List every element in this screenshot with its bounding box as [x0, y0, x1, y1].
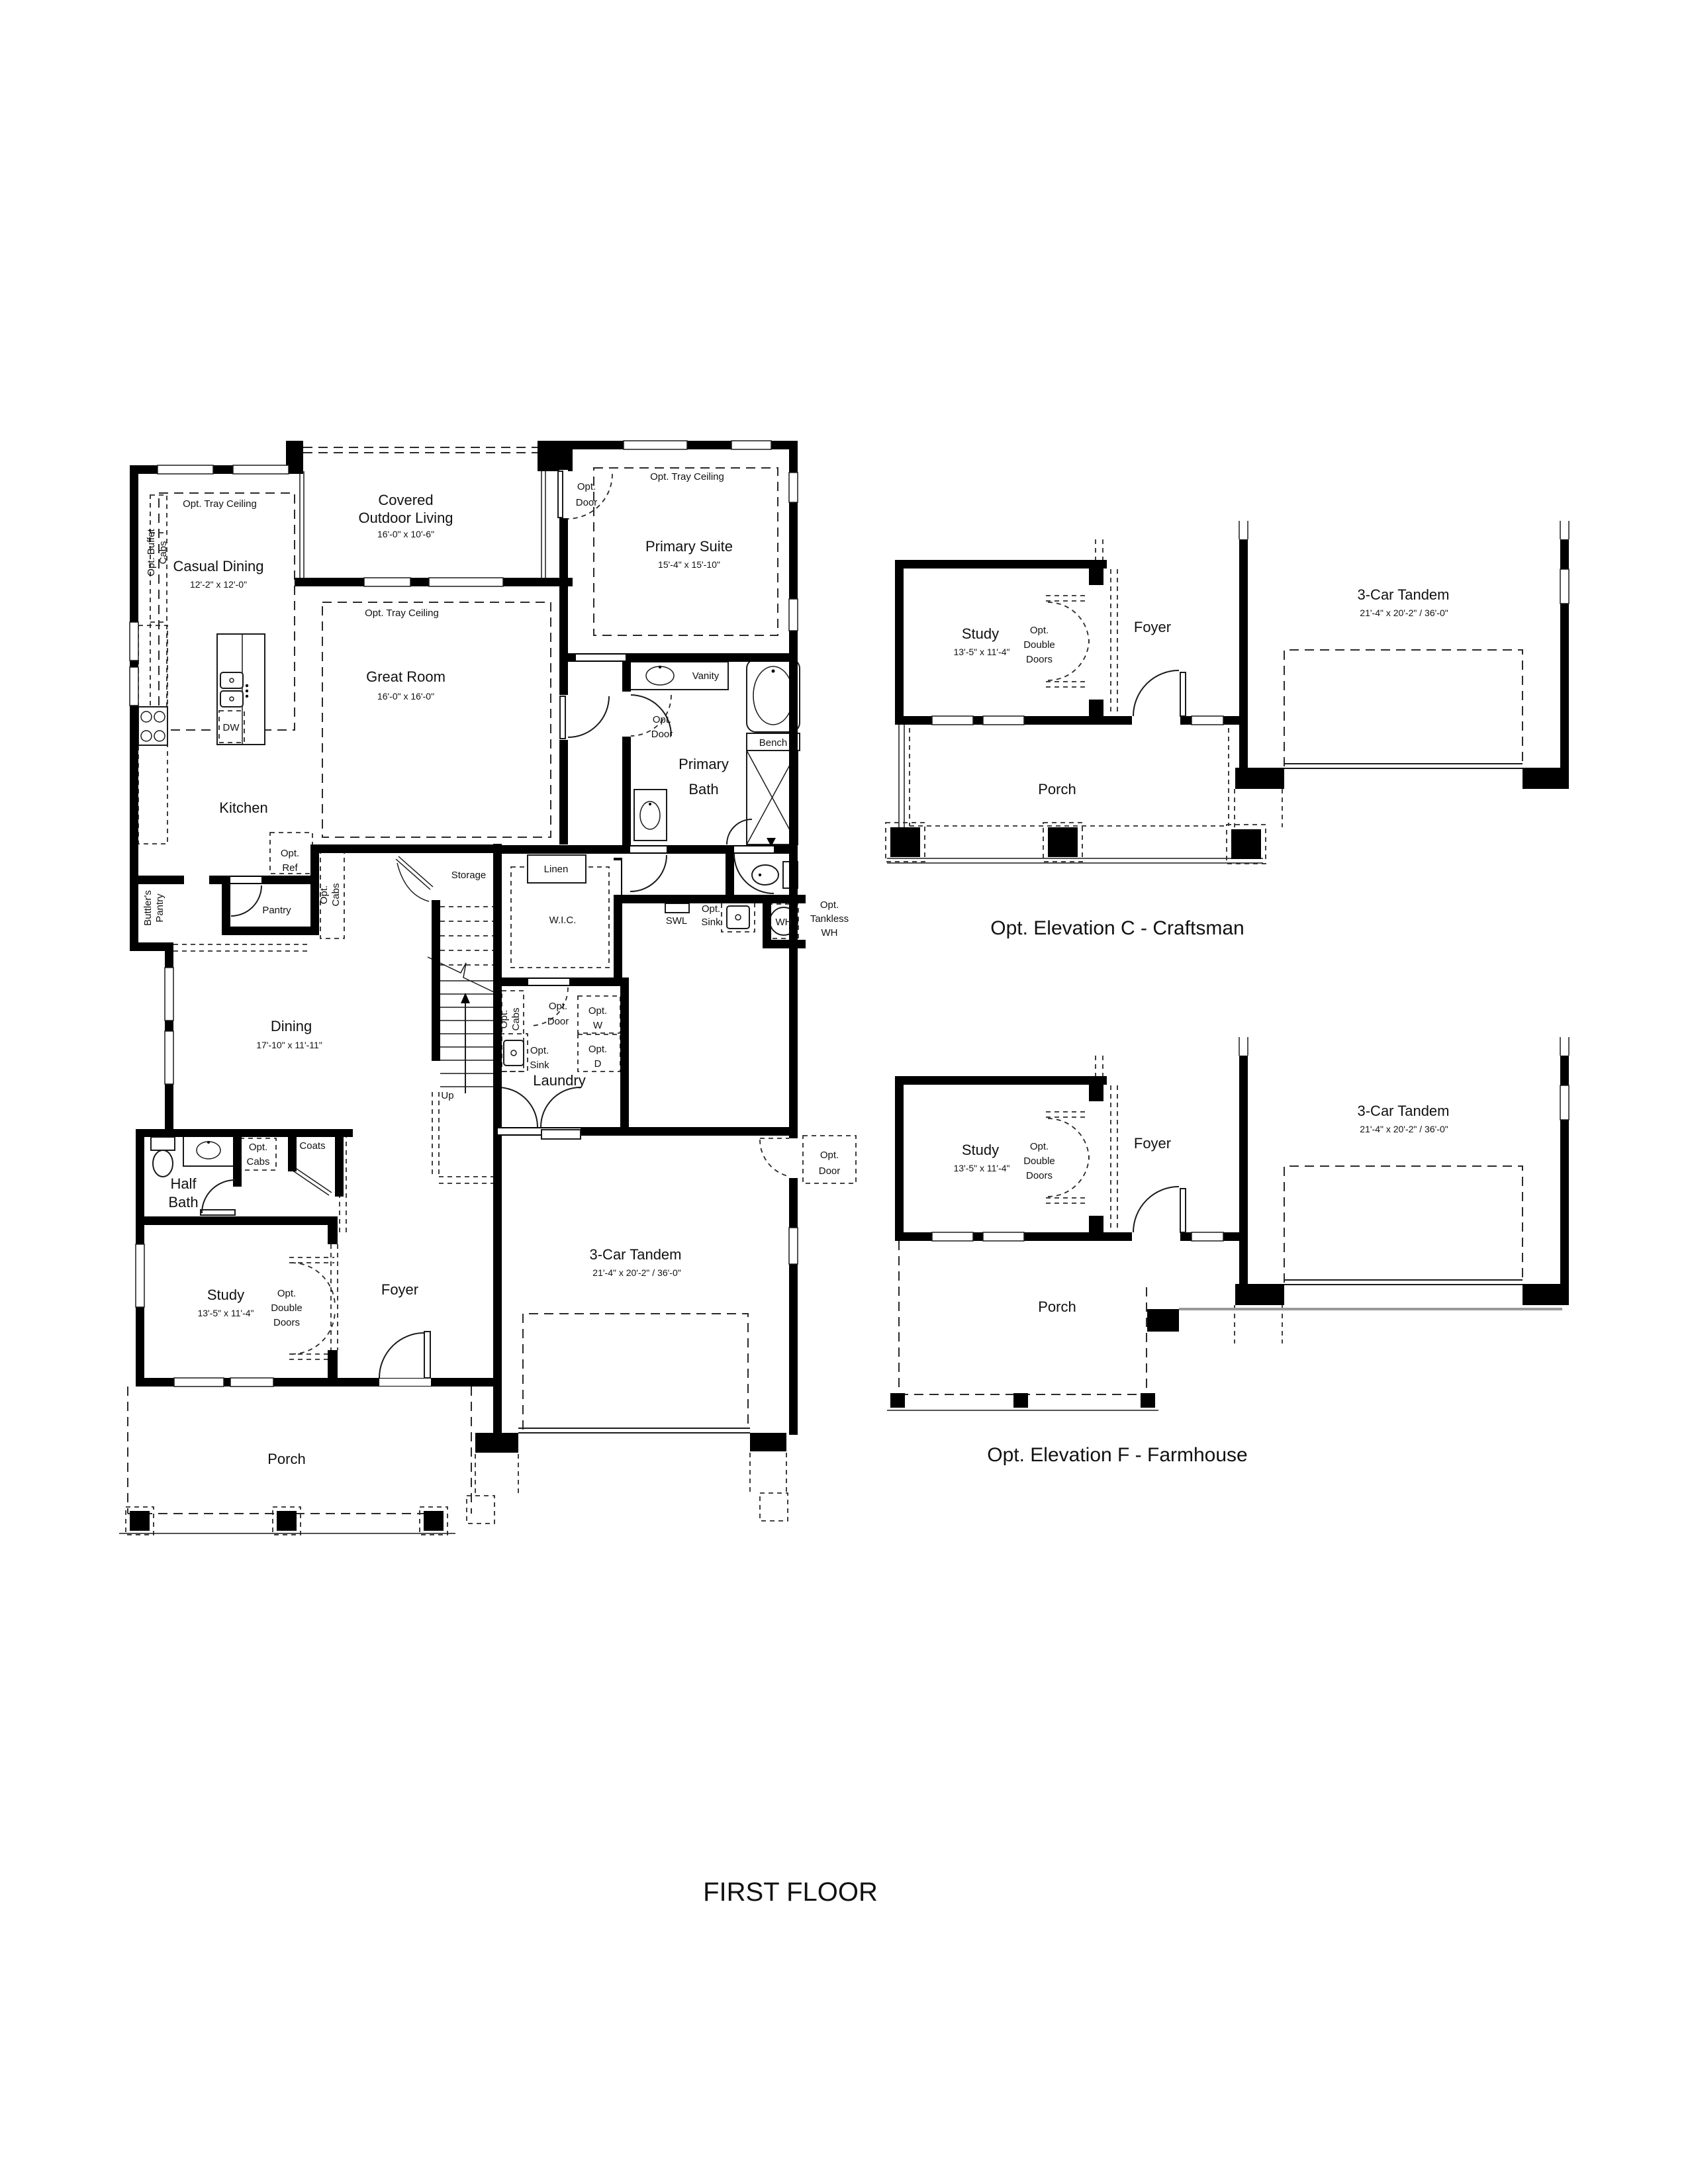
halfbath-door-leaf: [201, 1210, 235, 1215]
suite-opt-door-l1: Opt.: [577, 481, 596, 492]
buttlers-l2: Pantry: [154, 893, 165, 923]
opt-d-l1: Opt.: [588, 1044, 608, 1055]
opt-buffet-label: Opt. Buffet: [146, 529, 157, 576]
opt-ref-l1: Opt.: [280, 848, 300, 859]
elev-study-dims: 13'-5" x 11'-4": [953, 647, 1010, 657]
garage-opt-door-l2: Door: [818, 1165, 841, 1177]
swl-label: SWL: [665, 915, 688, 927]
bench-label: Bench: [759, 737, 788, 749]
halfbath-door: [202, 1180, 235, 1213]
elev-odd-l3: Doors: [1025, 654, 1053, 665]
casual-tray-label: Opt. Tray Ceiling: [183, 498, 257, 510]
casual-dining-dims: 12'-2" x 12'-0": [189, 579, 248, 590]
hall-opt-sink-l2: Sink: [701, 917, 721, 928]
craftsman-porch: [886, 725, 1266, 864]
great-room-tray-ceiling: [322, 602, 551, 837]
elev-tandem-outline: [1284, 650, 1523, 766]
halfbath-toilet-tank: [151, 1137, 175, 1150]
wh-label: WH: [775, 917, 792, 928]
laundry-opt-sink: [504, 1040, 524, 1066]
laundry-cabs-l1: Opt.: [498, 1009, 510, 1029]
laundry-door-l1: Opt.: [548, 1001, 568, 1012]
optcabs-hall-l2: Cabs: [330, 883, 342, 907]
tandem-bay-outline: [523, 1314, 748, 1430]
vanity-label: Vanity: [692, 670, 720, 682]
bath-opt-door-l2: Door: [651, 729, 673, 740]
storage-label: Storage: [451, 870, 487, 881]
hall-opt-sink-l1: Opt.: [701, 903, 721, 915]
optcabs-hall-l1: Opt.: [318, 885, 330, 905]
laundry-cabs-l2: Cabs: [510, 1007, 522, 1031]
hall-door: [630, 855, 667, 891]
primary-bath-l1: Primary: [679, 756, 729, 772]
greatroom-hall-door: [568, 696, 609, 737]
casual-dining-label: Casual Dining: [173, 558, 264, 574]
bath-vanity-2: [634, 790, 667, 841]
primary-suite-label: Primary Suite: [645, 538, 733, 555]
great-room-dims: 16'-0" x 16'-0": [377, 691, 435, 702]
farmhouse-study-foyer-garage: [895, 1037, 1569, 1343]
garage-dims: 21'-4" x 20'-2" / 36'-0": [592, 1267, 681, 1278]
odd-l2: Double: [271, 1302, 303, 1314]
farmhouse-porch: [887, 1241, 1562, 1410]
elev-study-label: Study: [961, 625, 1000, 642]
odd-l3: Doors: [273, 1317, 301, 1328]
hb-optcabs-l2: Cabs: [246, 1156, 270, 1167]
kitchen-sink-bowl: [220, 672, 243, 688]
opt-ref-l2: Ref: [282, 862, 298, 874]
garage-opt-door-l1: Opt.: [820, 1150, 839, 1161]
kitchen-label: Kitchen: [219, 799, 268, 816]
elev-front-door: [1133, 670, 1179, 716]
craftsman-caption: Opt. Elevation C - Craftsman: [990, 917, 1244, 939]
fixtures: [119, 471, 800, 1533]
col-label-1: Covered: [378, 492, 434, 508]
linen-label: Linen: [543, 864, 569, 875]
elev-garage-dims: 21'-4" x 20'-2" / 36'-0": [1360, 608, 1448, 618]
farmhouse-porch-label: Porch: [1038, 1298, 1076, 1315]
doors: [201, 471, 774, 1378]
great-room-label: Great Room: [366, 668, 445, 685]
hall-opt-sink: [727, 906, 749, 929]
up-label: Up: [441, 1090, 454, 1101]
laundry-sink-l1: Opt.: [530, 1045, 549, 1056]
elev-foyer-label: Foyer: [1133, 619, 1172, 635]
dining-label: Dining: [270, 1018, 312, 1034]
hb-optcabs-l1: Opt.: [248, 1142, 268, 1153]
foyer-label: Foyer: [381, 1281, 419, 1298]
primary-suite-dims: 15'-4" x 15'-10": [658, 559, 720, 570]
walls: [130, 441, 806, 1531]
odd-l1: Opt.: [277, 1288, 297, 1299]
col-dims: 16'-0" x 10'-6": [377, 529, 435, 539]
toilet: [752, 865, 778, 885]
suite-tray-label: Opt. Tray Ceiling: [650, 471, 724, 482]
sheet-title: FIRST FLOOR: [703, 1878, 878, 1907]
front-door: [379, 1333, 424, 1378]
study-double-door-arc: [291, 1263, 335, 1306]
col-label-2: Outdoor Living: [358, 510, 453, 526]
study-dims: 13'-5" x 11'-4": [197, 1308, 254, 1318]
opt-d-l2: D: [594, 1058, 602, 1069]
laundry-door-leaf: [541, 1130, 581, 1139]
swl-box: [665, 903, 689, 913]
primary-bath-l2: Bath: [688, 781, 719, 797]
opt-buffet-label2: Cabs: [158, 541, 169, 565]
dw-label: DW: [222, 722, 240, 733]
pantry-door: [231, 886, 261, 916]
laundry-label: Laundry: [533, 1072, 586, 1089]
bath-opt-door-l1: Opt.: [652, 714, 672, 725]
tankless-l3: WH: [821, 927, 838, 938]
opt-w-l1: Opt.: [588, 1005, 608, 1017]
garage-label: 3-Car Tandem: [589, 1246, 682, 1263]
porch-label: Porch: [267, 1451, 306, 1467]
laundry-sink-l2: Sink: [530, 1060, 549, 1071]
suite-opt-door-leaf: [558, 471, 563, 518]
halfbath-vanity: [183, 1134, 234, 1166]
great-tray-label: Opt. Tray Ceiling: [365, 608, 439, 619]
front-door-leaf: [424, 1332, 430, 1378]
craftsman-porch-label: Porch: [1038, 781, 1076, 797]
coats-label: Coats: [299, 1140, 326, 1152]
elevation-study-foyer-garage: [895, 521, 1569, 827]
wic-label: W.I.C.: [549, 915, 577, 926]
elev-front-door-leaf: [1180, 672, 1186, 716]
dining-dims: 17'-10" x 11'-11": [256, 1040, 322, 1050]
suite-opt-door-l2: Door: [575, 497, 598, 508]
study-label: Study: [207, 1287, 245, 1303]
laundry-door-l2: Door: [547, 1016, 569, 1027]
half-bath-l1: Half: [170, 1175, 197, 1192]
half-bath-l2: Bath: [168, 1194, 199, 1210]
pantry-label: Pantry: [262, 905, 291, 916]
main-floor-plan: [119, 441, 856, 1535]
opt-w-l2: W: [592, 1020, 603, 1031]
buttlers-l1: Buttler's: [142, 890, 154, 926]
tankless-l2: Tankless: [810, 913, 849, 925]
tankless-l1: Opt.: [820, 899, 839, 911]
halfbath-toilet: [153, 1150, 173, 1177]
farmhouse-caption: Opt. Elevation F - Farmhouse: [987, 1444, 1248, 1466]
elev-odd-l1: Opt.: [1029, 625, 1049, 636]
elev-garage-label: 3-Car Tandem: [1357, 586, 1450, 603]
elev-odd-l2: Double: [1023, 639, 1055, 651]
